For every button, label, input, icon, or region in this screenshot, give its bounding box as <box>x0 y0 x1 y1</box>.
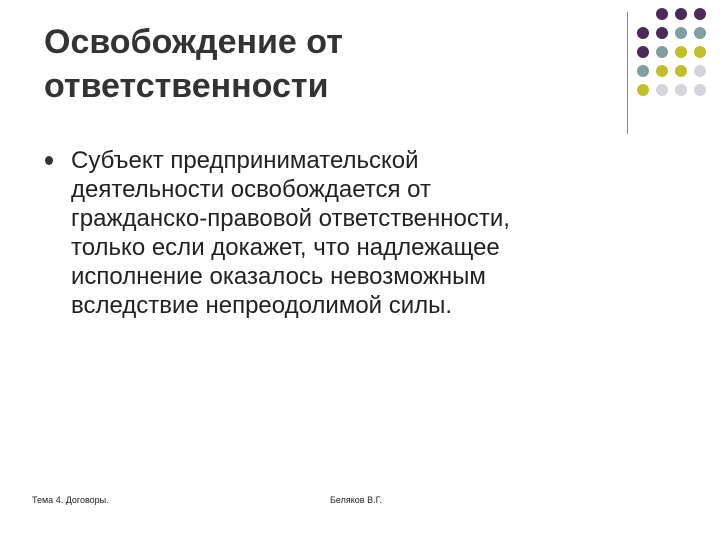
bullet-line-3: гражданско-правовой ответственности, <box>71 205 510 232</box>
decor-dot <box>675 46 687 58</box>
title-line-1: Освобождение от <box>44 23 343 61</box>
bullet-icon <box>45 156 53 165</box>
divider-line <box>627 12 628 134</box>
footer-author: Беляков В.Г. <box>330 495 382 505</box>
decor-dot <box>694 8 706 20</box>
decor-dot <box>637 27 649 39</box>
decor-dot <box>656 84 668 96</box>
decor-dot <box>637 46 649 58</box>
dot-grid-decoration <box>637 8 717 118</box>
decor-dot <box>675 27 687 39</box>
bullet-line-2: деятельности освобождается от <box>71 176 431 203</box>
decor-dot <box>675 8 687 20</box>
bullet-line-6: вследствие непреодолимой силы. <box>71 292 453 319</box>
decor-dot <box>637 84 649 96</box>
decor-dot <box>694 84 706 96</box>
decor-dot <box>656 46 668 58</box>
decor-dot <box>675 84 687 96</box>
decor-dot <box>694 65 706 77</box>
decor-dot <box>656 27 668 39</box>
bullet-line-1: Субъект предпринимательской <box>71 147 419 174</box>
decor-dot <box>656 8 668 20</box>
decor-dot <box>694 46 706 58</box>
slide-title <box>44 20 584 108</box>
decor-dot <box>637 65 649 77</box>
bullet-line-4: только если докажет, что надлежащее <box>71 234 500 261</box>
decor-dot <box>675 65 687 77</box>
bullet-text <box>71 146 671 320</box>
decor-dot <box>694 27 706 39</box>
decor-dot <box>656 65 668 77</box>
bullet-line-5: исполнение оказалось невозможным <box>71 263 486 290</box>
footer-topic: Тема 4. Договоры. <box>32 495 109 505</box>
title-line-2: ответственности <box>44 67 329 105</box>
